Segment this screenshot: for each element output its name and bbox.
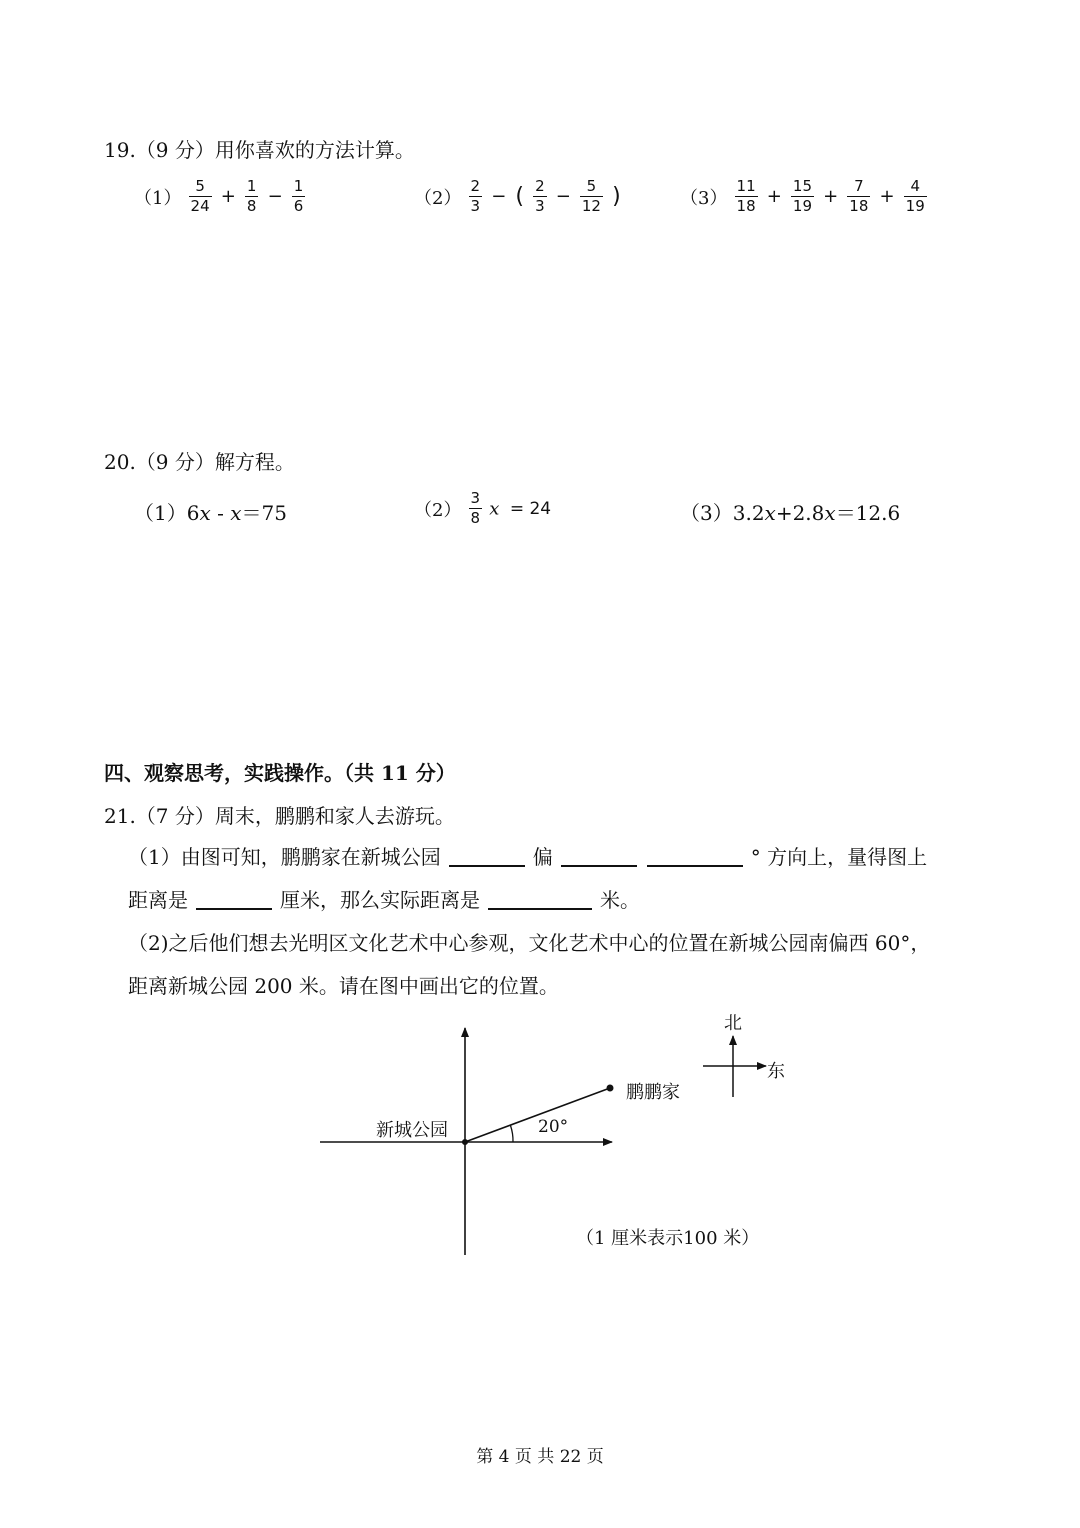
equation-rhs: ＝12.6 [835, 501, 901, 525]
fraction: $\frac{2}{3}$ [535, 177, 545, 216]
item-label: （1） [134, 501, 187, 525]
fraction: $\frac{5}{12}$ [581, 177, 601, 216]
variable: x [764, 501, 776, 525]
fraction: $\frac{11}{18}$ [736, 177, 756, 216]
fraction: $\frac{2}{3}$ [470, 177, 481, 216]
fraction: $\frac{7}{18}$ [849, 177, 869, 216]
origin-point [462, 1139, 468, 1145]
coefficient: 6 [186, 501, 200, 525]
q21-title: 21.（7 分）周末，鹏鹏和家人去游玩。 [104, 804, 455, 828]
scale-note: （1 厘米表示100 米） [576, 1228, 760, 1249]
q21-part2-line1: （2)之后他们想去光明区文化艺术中心参观，文化艺术中心的位置在新城公园南偏西 60°， [128, 931, 931, 955]
operator: − [267, 186, 283, 208]
part1-text: 厘米，那么实际距离是 [280, 888, 480, 912]
variable: x [199, 501, 211, 525]
operator: − [555, 186, 571, 208]
operator: + [879, 186, 895, 208]
fraction: $\frac{15}{19}$ [792, 177, 813, 216]
item-label: （1） [134, 187, 182, 209]
operator: - [210, 501, 231, 525]
coefficient: 3.2 [732, 501, 765, 525]
part1-text: 偏 [532, 845, 553, 869]
item-label: （3） [680, 501, 733, 525]
variable: x [824, 501, 836, 525]
fraction: $\frac{1}{8}$ [246, 177, 257, 216]
fraction: $\frac{5}{24}$ [190, 177, 210, 216]
q20-title: 20.（9 分）解方程。 [104, 450, 295, 474]
page-number: 第 4 页 共 22 页 [476, 1447, 604, 1467]
compass-north-label: 北 [724, 1013, 742, 1034]
paren-open: ( [515, 184, 524, 210]
house-label: 鹏鹏家 [626, 1082, 680, 1103]
equation-rhs: ＝75 [241, 501, 287, 525]
operator: +2.8 [775, 501, 825, 525]
part1-text: 距离是 [128, 888, 188, 912]
equation-rhs: = 24 [504, 498, 552, 519]
operator: + [823, 186, 839, 208]
house-point [607, 1085, 614, 1092]
part1-text: 方向上，量得图上 [767, 845, 928, 869]
variable: x [489, 498, 500, 520]
compass-east-label: 东 [767, 1061, 785, 1082]
q21-part2-line2: 距离新城公园 200 米。请在图中画出它的位置。 [128, 974, 559, 998]
fraction: $\frac{3}{8}$ [470, 489, 481, 528]
operator: − [491, 186, 507, 208]
fraction: $\frac{1}{6}$ [293, 177, 304, 216]
part1-text: 米。 [600, 888, 640, 912]
section-heading: 四、观察思考，实践操作。（共 11 分） [104, 761, 456, 785]
q19-title: 19.（9 分）用你喜欢的方法计算。 [104, 138, 415, 162]
angle-label: 20° [538, 1117, 569, 1137]
paren-close: ) [612, 184, 621, 210]
degree-symbol: ° [750, 845, 761, 869]
item-label: （2） [414, 499, 462, 521]
part1-text: （1）由图可知，鹏鹏家在新城公园 [128, 845, 441, 869]
item-label: （3） [680, 187, 728, 209]
angle-arc [511, 1126, 514, 1143]
operator: + [220, 186, 236, 208]
variable: x [230, 501, 242, 525]
operator: + [766, 186, 782, 208]
fraction: $\frac{4}{19}$ [905, 177, 925, 216]
origin-label: 新城公园 [376, 1120, 448, 1141]
item-label: （2） [414, 187, 462, 209]
